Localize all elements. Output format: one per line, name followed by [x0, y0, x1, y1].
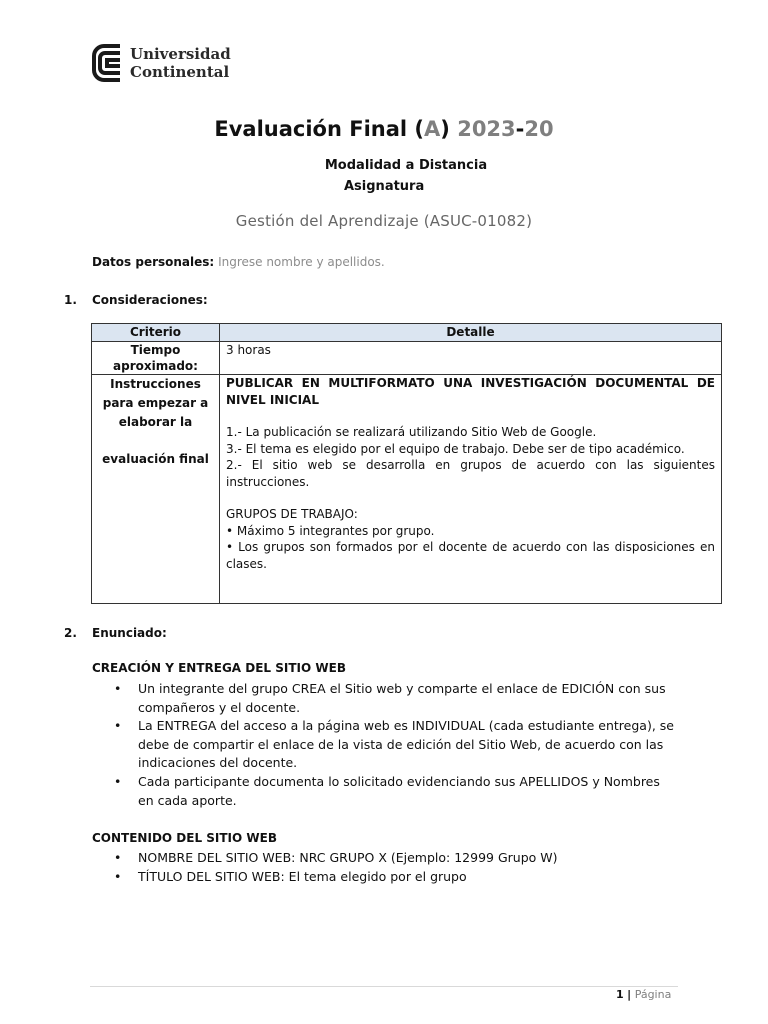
groups-item: • Los grupos son formados por el docente de acuerdo con las disposiciones en clases.	[226, 540, 715, 571]
personal-data-field[interactable]: Ingrese nombre y apellidos.	[218, 255, 385, 269]
list-item: • Un integrante del grupo CREA el Sitio web y comparte el enlace de EDICIÓN con sus compañeros y el docente.	[114, 680, 674, 717]
instr-item: 2.- El sitio web se desarrolla en grupos de acuerdo con las siguientes instrucciones.	[226, 458, 715, 489]
list-item: • Cada participante documenta lo solicitado evidenciando sus APELLIDOS y Nombres en cada aporte.	[114, 773, 674, 810]
university-logo	[90, 42, 231, 84]
instr-line: para empezar a	[102, 396, 209, 410]
page-title	[0, 117, 768, 141]
section-title: Consideraciones:	[92, 293, 208, 307]
section-enunciado	[64, 626, 167, 640]
footer-divider	[90, 986, 678, 987]
row-label-tiempo: Tiempo aproximado:	[92, 342, 220, 375]
title-letter: A	[424, 117, 441, 141]
instr-heading: PUBLICAR EN MULTIFORMATO UNA INVESTIGACIÓN DOCUMENTAL DE NIVEL INICIAL	[226, 376, 715, 407]
table-header-row	[92, 324, 722, 342]
row-label-instrucciones	[92, 375, 220, 604]
modalidad-label: Modalidad a Distancia	[324, 158, 488, 173]
list-item: • La ENTREGA del acceso a la página web es INDIVIDUAL (cada estudiante entrega), se debe de compartir el enlace de la vista de edición del Sitio Web, de acuerdo con las indicaciones del docente.	[114, 717, 674, 773]
row-value-tiempo: 3 horas	[220, 342, 722, 375]
course-name: Gestión del Aprendizaje (ASUC-01082)	[235, 212, 533, 230]
section-consideraciones	[64, 293, 208, 307]
table-row	[92, 342, 722, 375]
page-separator: |	[627, 988, 632, 1001]
table-row	[92, 375, 722, 604]
groups-title: GRUPOS DE TRABAJO:	[226, 507, 358, 521]
instr-line: evaluación final	[102, 452, 209, 466]
page-number: 1	[616, 988, 624, 1001]
page-footer	[616, 988, 671, 1001]
title-dash: -	[515, 117, 525, 141]
creacion-title: CREACIÓN Y ENTREGA DEL SITIO WEB	[92, 661, 346, 675]
title-prefix: Evaluación Final (	[214, 117, 425, 141]
logo-line-2: Continental	[130, 63, 230, 81]
contenido-title: CONTENIDO DEL SITIO WEB	[92, 831, 277, 845]
header-criterio: Criterio	[92, 324, 220, 342]
title-close: )	[440, 117, 450, 141]
title-term: 20	[524, 117, 554, 141]
asignatura-label: Asignatura	[344, 179, 425, 194]
instr-line: elaborar la	[118, 415, 193, 429]
criteria-table	[91, 323, 722, 604]
title-year: 2023	[457, 117, 516, 141]
instr-line: Instrucciones	[110, 377, 201, 391]
list-item: • NOMBRE DEL SITIO WEB: NRC GRUPO X (Ejemplo: 12999 Grupo W)	[114, 849, 674, 868]
logo-wordmark	[130, 45, 231, 81]
list-item: • TÍTULO DEL SITIO WEB: El tema elegido por el grupo	[114, 868, 674, 887]
row-value-instrucciones	[220, 375, 722, 604]
instr-item: 1.- La publicación se realizará utilizando Sitio Web de Google.	[226, 425, 597, 439]
section-number: 2.	[64, 626, 77, 640]
personal-data-label: Datos personales:	[92, 255, 215, 269]
instr-item: 3.- El tema es elegido por el equipo de trabajo. Debe ser de tipo académico.	[226, 441, 685, 456]
continental-c-icon	[90, 42, 122, 84]
creacion-list	[114, 680, 674, 810]
section-title: Enunciado:	[92, 626, 167, 640]
contenido-list	[114, 849, 674, 886]
personal-data	[92, 255, 385, 269]
header-detalle: Detalle	[220, 324, 722, 342]
groups-item: • Máximo 5 integrantes por grupo.	[226, 523, 435, 538]
page-label: Página	[634, 988, 672, 1001]
logo-line-1: Universidad	[130, 45, 231, 63]
section-number: 1.	[64, 293, 77, 307]
